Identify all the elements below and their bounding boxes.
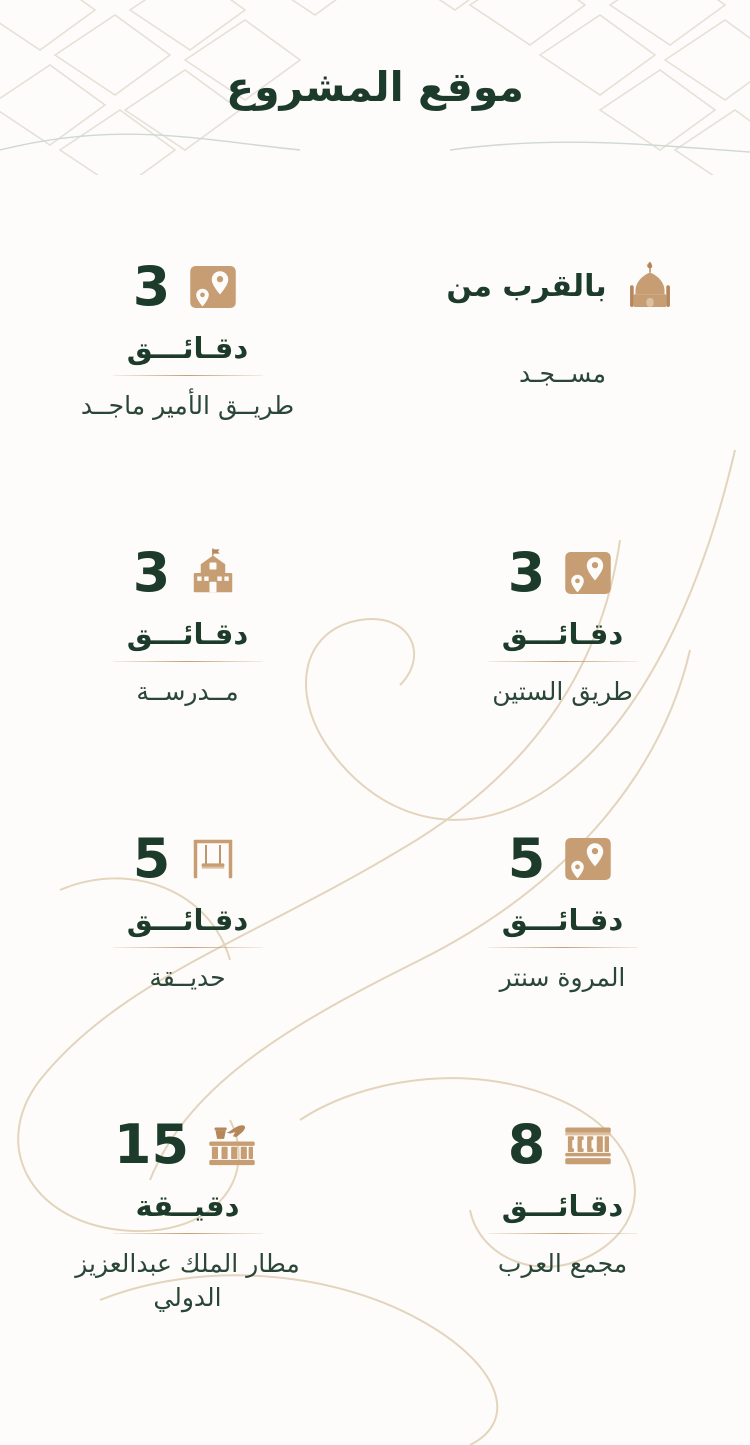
item-icon-and-value xyxy=(133,255,243,319)
item-label: مطار الملك عبدالعزيز الدولي xyxy=(75,1248,300,1312)
item-unit: دقـائـــق xyxy=(126,331,249,365)
item-label: طريــق الأمير ماجــد xyxy=(80,390,295,420)
location-item xyxy=(375,531,750,817)
item-divider xyxy=(113,947,263,948)
map-pin-icon xyxy=(184,258,242,316)
item-unit: دقـائـــق xyxy=(126,903,249,937)
item-value: 3 xyxy=(132,541,171,604)
item-divider xyxy=(488,947,638,948)
airport-icon xyxy=(203,1116,261,1174)
mosque-icon xyxy=(621,258,679,316)
location-item xyxy=(0,817,375,1103)
item-icon-and-value xyxy=(133,541,243,605)
item-unit: دقـائـــق xyxy=(126,617,249,651)
page-header xyxy=(0,0,750,175)
location-item xyxy=(0,1103,375,1389)
location-item xyxy=(375,245,750,531)
item-divider xyxy=(488,1233,638,1234)
location-item xyxy=(0,531,375,817)
school-icon xyxy=(184,544,242,602)
item-label: حديــقة xyxy=(149,962,226,992)
item-divider xyxy=(113,1233,263,1234)
location-item xyxy=(0,245,375,531)
swing-icon xyxy=(184,830,242,888)
location-item xyxy=(375,1103,750,1389)
item-icon-and-value xyxy=(508,541,618,605)
item-unit: دقـائـــق xyxy=(501,617,624,651)
item-unit: دقـائـــق xyxy=(501,1189,624,1223)
location-items-grid xyxy=(0,175,750,1389)
item-label: مجمع العرب xyxy=(497,1248,628,1278)
map-pin-icon xyxy=(559,544,617,602)
item-value: 5 xyxy=(132,827,171,890)
item-divider xyxy=(113,375,263,376)
item-label: مــدرســة xyxy=(136,676,239,706)
item-value: 15 xyxy=(113,1113,190,1176)
item-icon-and-value xyxy=(508,827,618,891)
item-unit: دقـائـــق xyxy=(501,903,624,937)
item-label: مســجـد xyxy=(519,359,606,388)
item-icon-and-value xyxy=(133,827,243,891)
item-value: 8 xyxy=(507,1113,546,1176)
item-icon-and-value xyxy=(114,1113,261,1177)
location-item xyxy=(375,817,750,1103)
item-label: المروة سنتر xyxy=(499,962,626,992)
item-value: 5 xyxy=(507,827,546,890)
page-title: موقع المشروع xyxy=(226,63,524,111)
mall-icon xyxy=(559,1116,617,1174)
item-value: 3 xyxy=(132,255,171,318)
item-icon-and-value xyxy=(508,1113,618,1177)
item-label: طريق الستين xyxy=(492,676,633,706)
item-divider xyxy=(113,661,263,662)
item-unit: دقيــقة xyxy=(135,1189,240,1223)
item-value: 3 xyxy=(507,541,546,604)
item-divider xyxy=(488,661,638,662)
item-value: بالقرب من xyxy=(446,269,607,304)
map-pin-icon xyxy=(559,830,617,888)
item-icon-and-value xyxy=(446,255,678,319)
